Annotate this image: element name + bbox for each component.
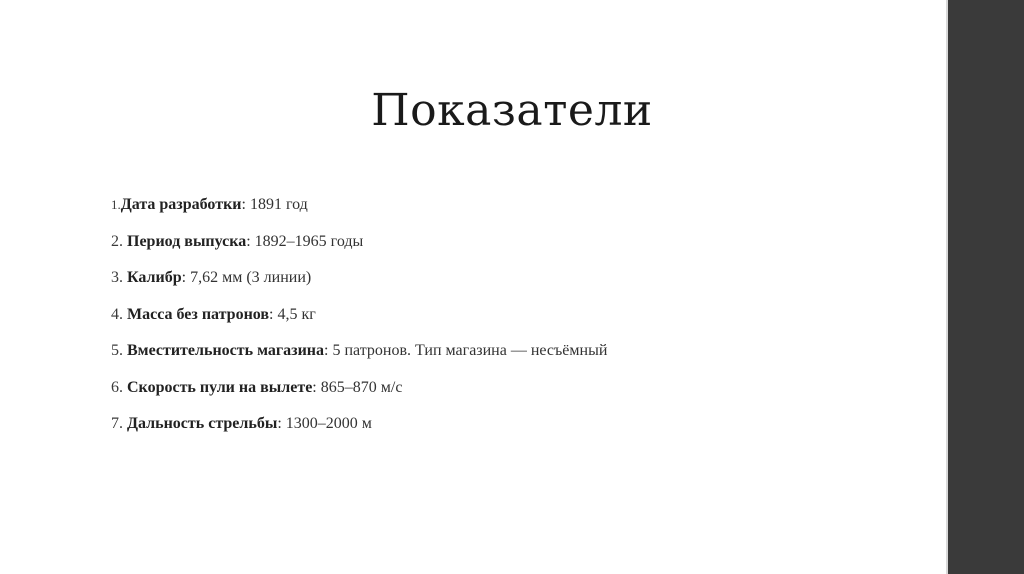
spec-value: : 865–870 м/с	[312, 378, 403, 396]
spec-value: : 1300–2000 м	[277, 415, 372, 432]
spec-number: 4.	[111, 305, 127, 323]
spec-value: : 4,5 кг	[269, 305, 316, 323]
spec-value: : 1891 год	[241, 196, 308, 213]
spec-value: : 5 патронов. Тип магазина — несъёмный	[324, 342, 608, 359]
spec-label: Дата разработки	[120, 196, 242, 213]
spec-item-2	[111, 231, 911, 268]
spec-value: : 1892–1965 годы	[246, 232, 364, 250]
spec-item-3	[111, 267, 911, 304]
spec-number: 2.	[111, 232, 127, 250]
spec-label: Дальность стрельбы	[127, 415, 278, 432]
spec-value: : 7,62 мм (3 линии)	[181, 269, 312, 286]
spec-item-1	[111, 194, 911, 231]
spec-label: Скорость пули на вылете	[127, 378, 313, 396]
spec-label: Калибр	[127, 269, 182, 286]
slide-title: Показатели	[371, 85, 653, 136]
spec-item-4	[111, 304, 911, 341]
specs-list	[111, 194, 911, 450]
spec-number: 3.	[111, 269, 127, 286]
spec-number: 7.	[111, 415, 127, 432]
spec-item-6	[111, 377, 911, 414]
spec-item-7	[111, 413, 911, 450]
spec-number: 6.	[111, 378, 127, 396]
spec-label: Масса без патронов	[127, 305, 270, 323]
spec-item-5	[111, 340, 911, 377]
side-bar	[948, 0, 1024, 574]
spec-number: 1.	[111, 197, 121, 212]
spec-label: Период выпуска	[127, 232, 247, 250]
spec-label: Вместительность магазина	[127, 342, 325, 359]
spec-number: 5.	[111, 342, 127, 359]
